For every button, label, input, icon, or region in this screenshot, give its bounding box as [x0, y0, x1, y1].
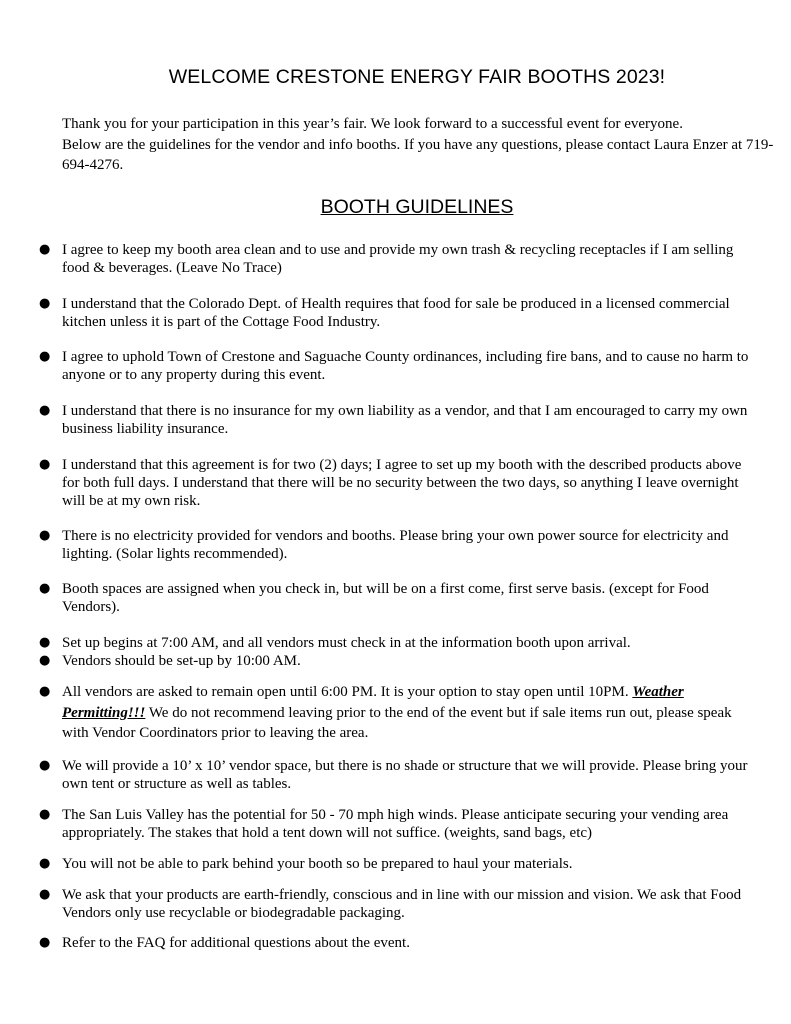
bullet-icon: ● — [39, 528, 51, 543]
guideline-item — [39, 456, 762, 510]
guideline-text: Vendors should be set-up by 10:00 AM. — [62, 653, 301, 669]
guideline-item — [39, 855, 762, 873]
guideline-text: I agree to uphold Town of Crestone and Saguache County ordinances, including fire bans, and to cause no harm to anyone or to any property during this event. — [62, 349, 749, 383]
bullet-icon: ● — [39, 296, 51, 311]
guideline-text: I understand that this agreement is for two (2) days; I agree to set up my booth with the described products above for both full days. I understand that there will be no security between the two days, so anything I leave overnight will be at my own risk. — [62, 457, 742, 509]
bullet-icon: ● — [39, 457, 51, 472]
weather-permitting-emphasis: Weather Permitting!!! — [62, 684, 684, 721]
bullet-icon: ● — [39, 887, 51, 902]
section-heading: BOOTH GUIDELINES — [320, 196, 514, 218]
guideline-text-before: All vendors are asked to remain open until 6:00 PM. It is your option to stay open until 10PM. — [62, 684, 633, 700]
guideline-text: Booth spaces are assigned when you check in, but will be on a first come, first serve basis. (except for Food Vendors). — [62, 581, 709, 615]
bullet-icon: ● — [39, 653, 51, 668]
guideline-item — [39, 634, 762, 652]
bullet-icon: ● — [39, 635, 51, 650]
guideline-item — [39, 580, 762, 616]
intro-line-contact: Below are the guidelines for the vendor and info booths. If you have any questions, please contact Laura Enzer at 719-694-4276. — [62, 136, 774, 173]
guideline-text: We will provide a 10’ x 10’ vendor space, but there is no shade or structure that we will provide. Please bring your own tent or structure as well as tables. — [62, 758, 748, 792]
bullet-icon: ● — [39, 935, 51, 950]
guideline-item — [39, 652, 762, 670]
guideline-text: I understand that there is no insurance for my own liability as a vendor, and that I am encouraged to carry my own business liability insurance. — [62, 403, 748, 437]
guideline-item — [39, 348, 762, 384]
bullet-icon: ● — [39, 807, 51, 822]
guideline-text-after: We do not recommend leaving prior to the end of the event but if sale items run out, please speak with Vendor Coordinators prior to leaving the area. — [62, 704, 732, 741]
bullet-icon: ● — [39, 581, 51, 596]
bullet-icon: ● — [39, 856, 51, 871]
guideline-item — [39, 757, 762, 793]
guideline-text: The San Luis Valley has the potential for 50 - 70 mph high winds. Please anticipate securing your vending area appropriately. The stakes that hold a tent down will not suffice. (weights, sand bags, etc) — [62, 807, 729, 841]
guideline-text: I understand that the Colorado Dept. of Health requires that food for sale be produced in a licensed commercial kitchen unless it is part of the Cottage Food Industry. — [62, 296, 730, 330]
bullet-icon: ● — [39, 403, 51, 418]
intro-line-thanks: Thank you for your participation in this year’s fair. We look forward to a successful event for everyone. — [62, 116, 683, 132]
guideline-text — [62, 684, 732, 741]
guideline-item — [39, 241, 762, 277]
guideline-item — [39, 934, 762, 952]
guideline-item — [39, 806, 762, 842]
guideline-text: You will not be able to park behind your booth so be prepared to haul your materials. — [62, 856, 573, 872]
guideline-item — [39, 527, 762, 563]
bullet-icon: ● — [39, 684, 51, 699]
guideline-text: I agree to keep my booth area clean and to use and provide my own trash & recycling receptacles if I am selling food & beverages. (Leave No Trace) — [62, 242, 734, 276]
guideline-text: There is no electricity provided for vendors and booths. Please bring your own power source for electricity and lighting. (Solar lights recommended). — [62, 528, 729, 562]
guideline-item — [39, 295, 762, 331]
guideline-item — [39, 886, 762, 922]
bullet-icon: ● — [39, 758, 51, 773]
bullet-icon: ● — [39, 349, 51, 364]
guideline-item — [39, 402, 762, 438]
guideline-text: Set up begins at 7:00 AM, and all vendors must check in at the information booth upon arrival. — [62, 635, 631, 651]
guideline-text: Refer to the FAQ for additional questions about the event. — [62, 935, 410, 951]
guideline-item — [39, 682, 762, 744]
guideline-text: We ask that your products are earth-friendly, conscious and in line with our mission and vision. We ask that Food Vendors only use recyclable or biodegradable packaging. — [62, 887, 742, 921]
document-title: WELCOME CRESTONE ENERGY FAIR BOOTHS 2023! — [168, 66, 666, 88]
bullet-icon: ● — [39, 242, 51, 257]
